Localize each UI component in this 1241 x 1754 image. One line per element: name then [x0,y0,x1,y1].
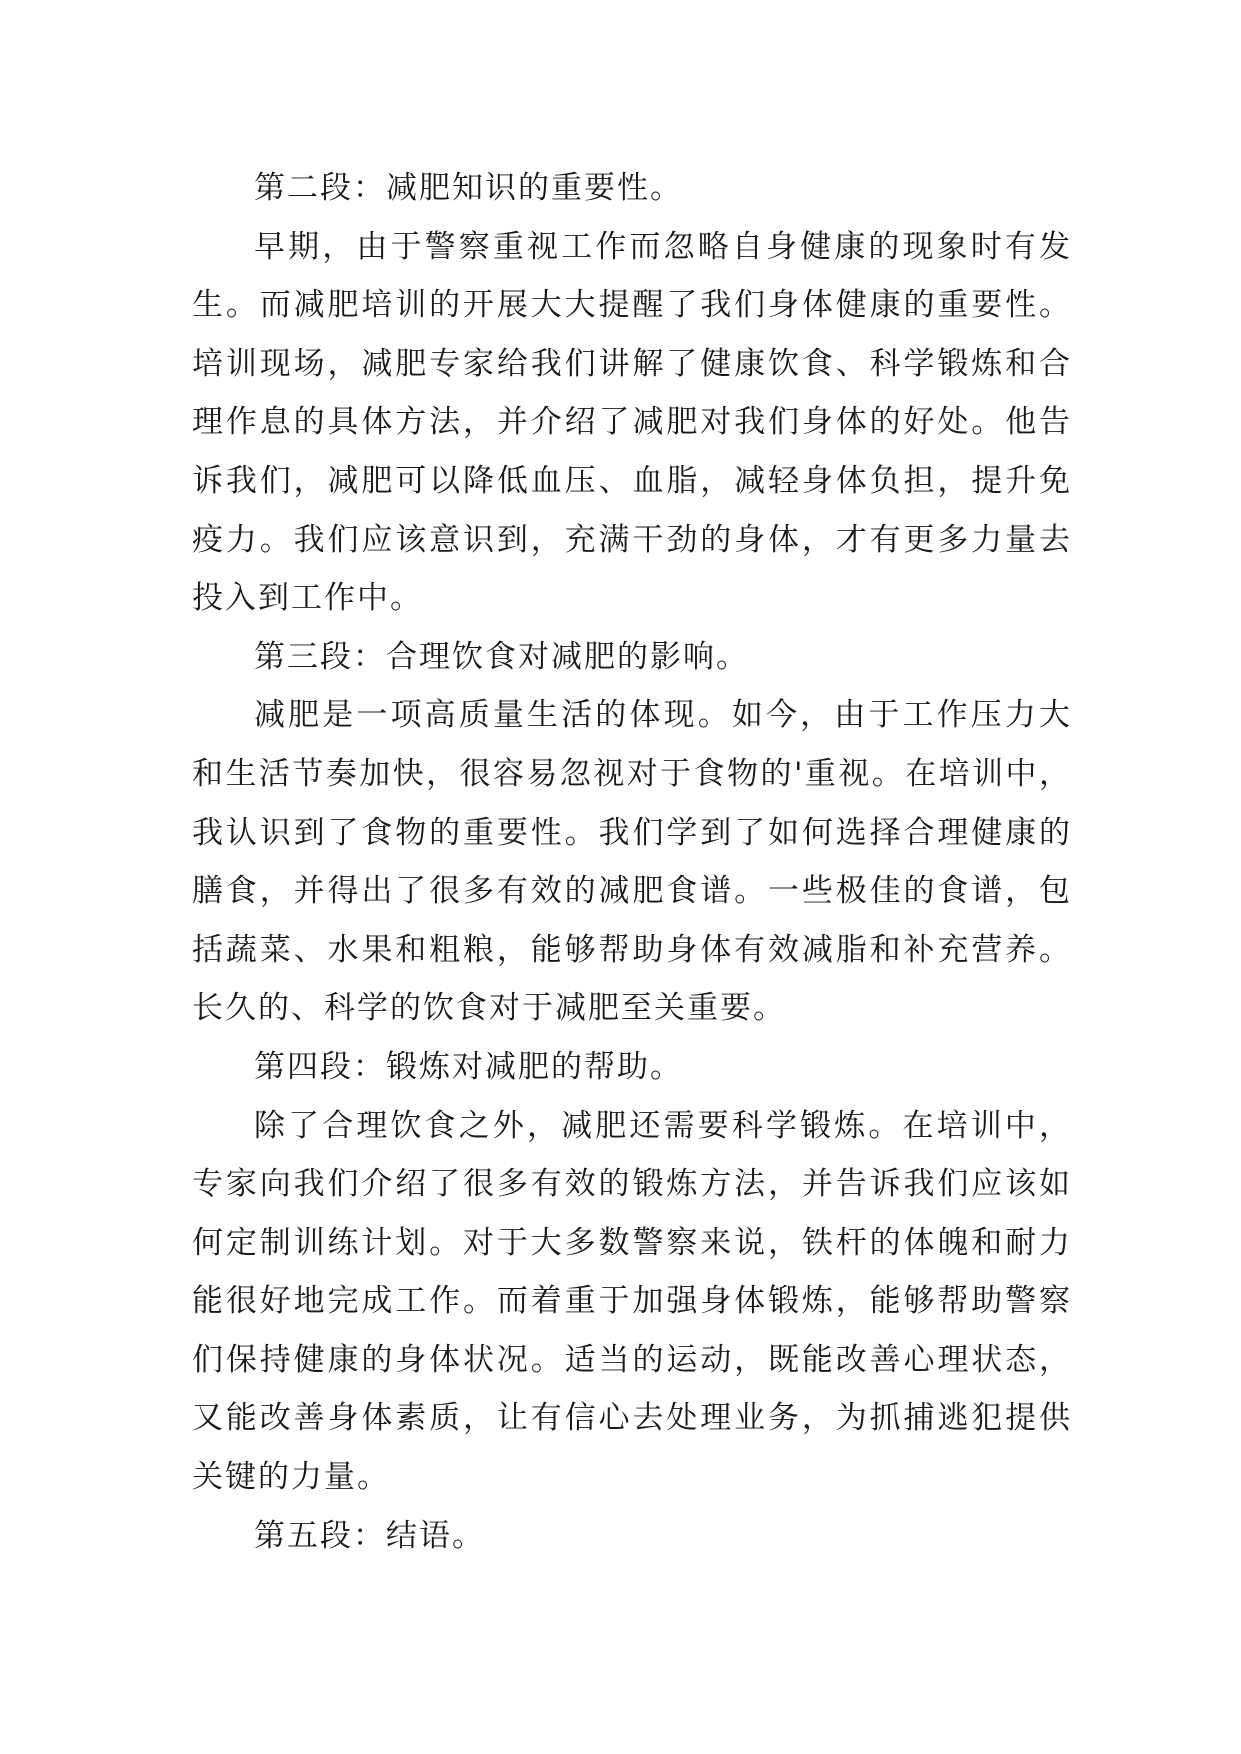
section-heading-5: 第五段：结语。 [254,1517,485,1554]
body-paragraph-4: 除了合理饮食之外，减肥还需要科学锻炼。在培训中，专家向我们介绍了很多有效的锻炼方法，并告诉我们应该如何定制训练计划。对于大多数警察来说，铁杆的体魄和耐力能很好地完成工作。而着重于加强身体锻炼，能够帮助警察们保持健康的身体状况。适当的运动，既能改善心理状态，又能改善身体素质，让有信心去处理业务，为抓捕逃犯提供关键的力量。 [192,1107,1072,1496]
body-paragraph-3: 减肥是一项高质量生活的体现。如今，由于工作压力大和生活节奏加快，很容易忽视对于食物的'重视。在培训中，我认识到了食物的重要性。我们学到了如何选择合理健康的膳食，并得出了很多有效的减肥食谱。一些极佳的食谱，包括蔬菜、水果和粗粮，能够帮助身体有效减脂和补充营养。长久的、科学的饮食对于减肥至关重要。 [192,697,1072,1027]
document-body [192,159,1072,1565]
body-paragraph-2: 早期，由于警察重视工作而忽略自身健康的现象时有发生。而减肥培训的开展大大提醒了我们身体健康的重要性。培训现场，减肥专家给我们讲解了健康饮食、科学锻炼和合理作息的具体方法，并介绍了减肥对我们身体的好处。他告诉我们，减肥可以降低血压、血脂，减轻身体负担，提升免疫力。我们应该意识到，充满干劲的身体，才有更多力量去投入到工作中。 [192,228,1072,617]
section-heading-4: 第四段：锻炼对减肥的帮助。 [254,1048,683,1085]
section-heading-2: 第二段：减肥知识的重要性。 [254,170,683,206]
section-heading-3: 第三段：合理饮食对减肥的影响。 [254,638,749,675]
